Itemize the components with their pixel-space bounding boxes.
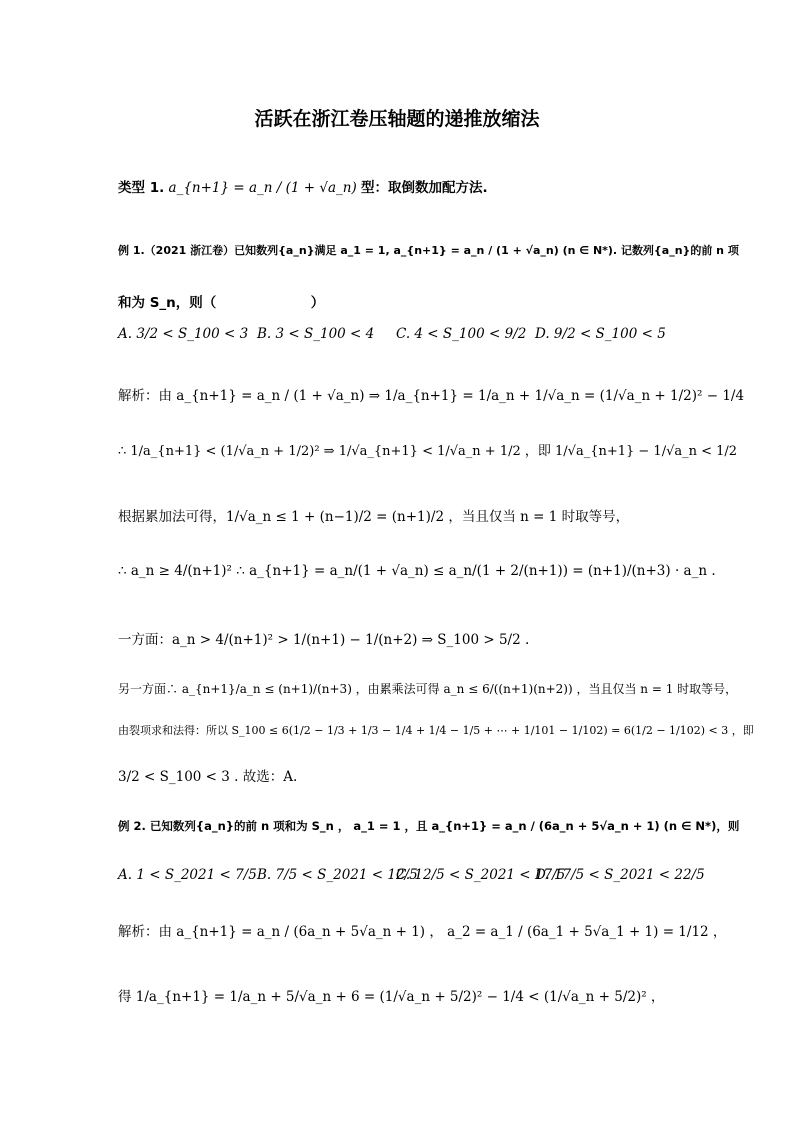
ex1-option-b: B. 3 < S_100 < 4 <box>257 326 375 342</box>
ex2-stem: 例 2. 已知数列{a_n}的前 n 项和为 S_n ， a_1 = 1 ，且 a_{n+1} = a_n / (6a_n + 5√a_n + 1) (n ∈ N*)，则 <box>118 819 740 833</box>
ex1-sol-line-1: 解析：由 a_{n+1} = a_n / (1 + √a_n) ⇒ 1/a_{n+1} = 1/a_n + 1/√a_n = (1/√a_n + 1/2)² − 1/4 <box>118 388 745 404</box>
ex1-sol-line-8: 3/2 < S_100 < 3 . 故选：A. <box>118 769 298 785</box>
ex1-option-c: C. 4 < S_100 < 9/2 <box>396 326 527 342</box>
ex1-sol-line-7: 由裂项求和法得：所以 S_100 ≤ 6(1/2 − 1/3 + 1/3 − 1/4 + 1/4 − 1/5 + ⋯ + 1/101 − 1/102) = 6(1/2 − 1/102) < 3 ，即 <box>118 724 754 737</box>
ex1-option-d: D. 9/2 < S_100 < 5 <box>535 326 666 342</box>
ex2-sol-line-1: 解析：由 a_{n+1} = a_n / (6a_n + 5√a_n + 1) ， a_2 = a_1 / (6a_1 + 5√a_1 + 1) = 1/12 ， <box>118 924 727 940</box>
type1-heading <box>118 176 488 196</box>
ex1-option-a: A. 3/2 < S_100 < 3 <box>118 326 249 342</box>
ex2-option-d: D. 17/5 < S_2021 < 22/5 <box>535 867 705 883</box>
ex1-sol-line-6: 另一方面∴ a_{n+1}/a_n ≤ (n+1)/(n+3) ，由累乘法可得 a_n ≤ 6/((n+1)(n+2)) ，当且仅当 n = 1 时取等号， <box>118 682 738 696</box>
ex1-sol-line-2: ∴ 1/a_{n+1} < (1/√a_n + 1/2)² ⇒ 1/√a_{n+1} < 1/√a_n + 1/2 ，即 1/√a_{n+1} − 1/√a_n < 1/2 <box>118 444 738 459</box>
ex2-option-c: C. 12/5 < S_2021 < 17/5 <box>396 867 566 883</box>
ex1-sol-line-5: 一方面：a_n > 4/(n+1)² > 1/(n+1) − 1/(n+2) ⇒ S_100 > 5/2 . <box>118 632 530 648</box>
type1-suffix: 型：取倒数加配方法. <box>361 180 488 196</box>
ex2-sol-line-2: 得 1/a_{n+1} = 1/a_n + 5/√a_n + 6 = (1/√a_n + 5/2)² − 1/4 < (1/√a_n + 5/2)² ， <box>118 989 665 1005</box>
ex1-stem-a: 例 1.（2021 浙江卷）已知数列{a_n}满足 a_1 = 1, a_{n+1} = a_n / (1 + √a_n) (n ∈ N*). 记数列{a_n}的前 n 项 <box>118 244 739 257</box>
ex1-sol-line-3: 根据累加法可得，1/√a_n ≤ 1 + (n−1)/2 = (n+1)/2 ，当且仅当 n = 1 时取等号， <box>118 509 630 525</box>
ex1-sol-line-4: ∴ a_n ≥ 4/(n+1)² ∴ a_{n+1} = a_n/(1 + √a_n) ≤ a_n/(1 + 2/(n+1)) = (n+1)/(n+3) · a_n . <box>118 563 716 579</box>
ex2-option-b: B. 7/5 < S_2021 < 12/5 <box>257 867 418 883</box>
ex1-stem-b: 和为 S_n，则（ ） <box>118 295 325 311</box>
type1-formula: a_{n+1} = a_n / (1 + √a_n) <box>168 180 357 196</box>
page-title: 活跃在浙江卷压轴题的递推放缩法 <box>254 108 540 130</box>
ex2-option-a: A. 1 < S_2021 < 7/5 <box>118 867 257 883</box>
type1-label: 类型 1. <box>118 180 165 196</box>
